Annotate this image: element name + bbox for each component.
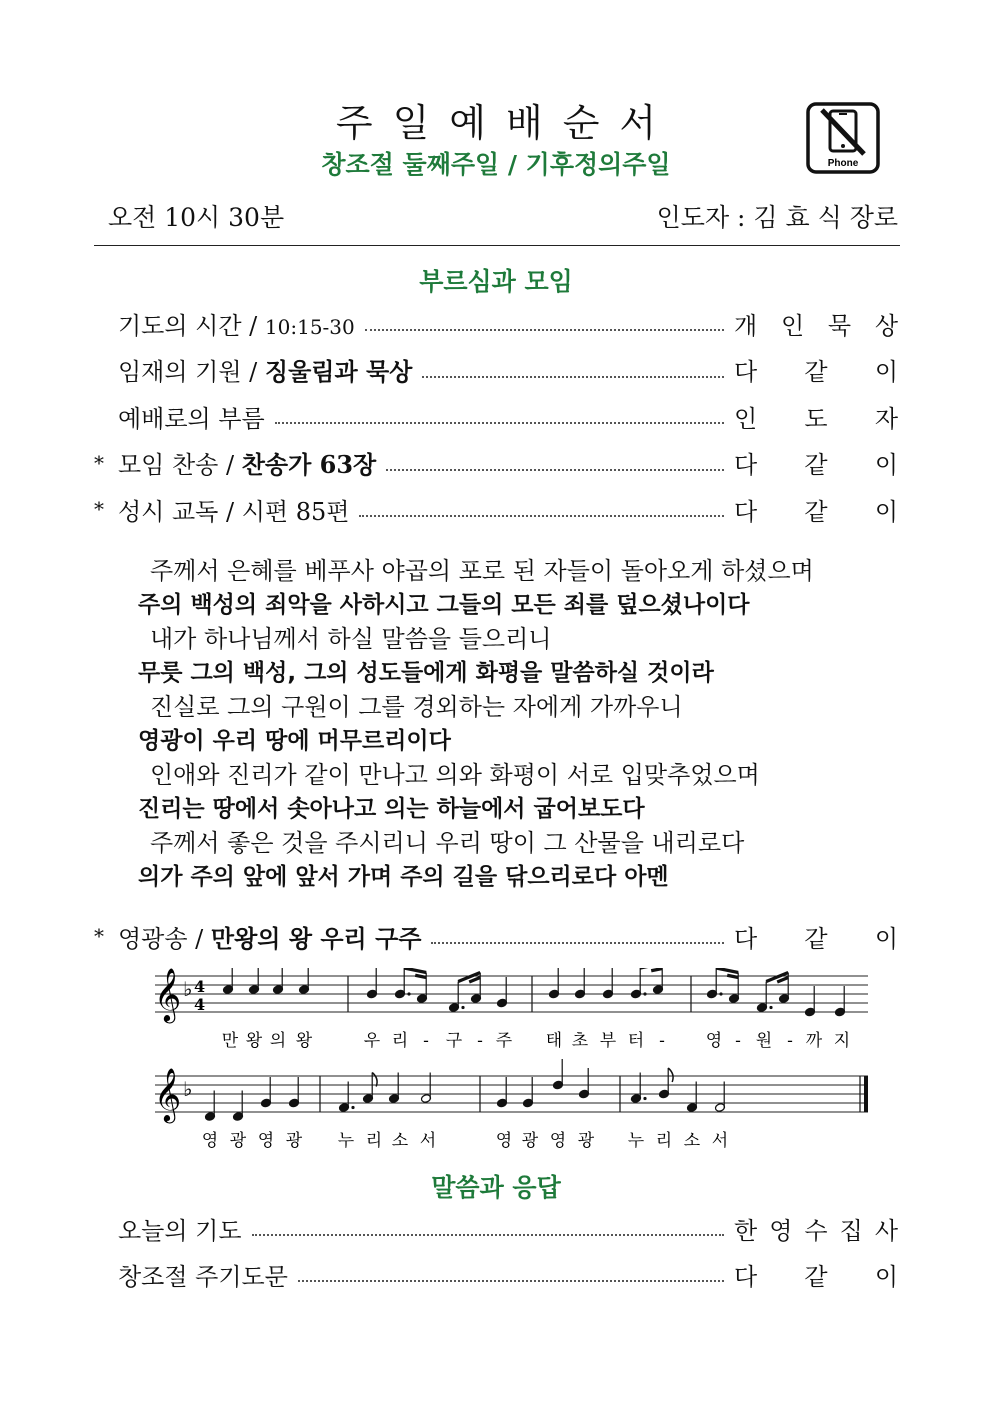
lyric-syllable: 누 xyxy=(337,1131,355,1151)
reading-leader-line: 내가 하나님께서 하실 말씀을 들으리니 xyxy=(150,625,552,653)
item-time: 10:15-30 xyxy=(264,314,355,339)
standing-mark: * xyxy=(94,924,104,948)
lyric-syllable: 왕 xyxy=(295,1031,313,1051)
service-time: 오전 10시 30분 xyxy=(108,203,285,232)
reading-leader-line: 주께서 은혜를 베푸사 야곱의 포로 된 자들이 돌아오게 하셨으며 xyxy=(150,557,814,585)
item-role: 다 같 이 xyxy=(734,924,898,953)
item-role: 한 영 수 집 사 xyxy=(734,1216,898,1245)
lyric-syllable: 광 xyxy=(577,1131,595,1151)
lyric-syllable: - xyxy=(477,1031,483,1051)
item-label: 예배로의 부름 xyxy=(118,404,265,433)
leader-dots xyxy=(359,501,724,517)
note-beam xyxy=(404,968,426,973)
note-dot xyxy=(407,992,410,995)
leader-dots xyxy=(275,408,724,424)
item-role: 다 같 이 xyxy=(734,1262,898,1291)
reading-leader-line: 주께서 좋은 것을 주시리니 우리 땅이 그 산물을 내리로다 xyxy=(150,829,745,857)
lyric-syllable: 우 xyxy=(363,1031,381,1051)
lyric-syllable: 리 xyxy=(391,1031,409,1051)
note-dot xyxy=(719,992,722,995)
page-subtitle: 창조절 둘째주일 / 기후정의주일 xyxy=(321,150,671,179)
leader-dots xyxy=(298,1266,724,1282)
note-beam xyxy=(777,978,788,983)
leader-dots xyxy=(252,1220,724,1236)
lyric-syllable: - xyxy=(423,1031,429,1051)
item-role: 개 인 묵 상 xyxy=(734,311,898,340)
note-dot xyxy=(643,992,646,995)
note-beam xyxy=(727,975,738,977)
order-item xyxy=(94,398,898,434)
lyric-syllable: 광 xyxy=(229,1131,247,1151)
header-divider xyxy=(94,245,900,246)
hymn-score xyxy=(150,968,870,1158)
lyric-syllable: 서 xyxy=(419,1131,437,1151)
section-title-gathering: 부르심과 모임 xyxy=(419,267,573,296)
leader-dots xyxy=(365,315,724,331)
note-beam xyxy=(415,975,426,977)
item-label: 오늘의 기도 xyxy=(118,1216,242,1245)
order-item xyxy=(94,1210,898,1246)
reading-response-line: 진리는 땅에서 솟아나고 의는 하늘에서 굽어보도다 xyxy=(138,796,645,822)
time-signature-top: 4 xyxy=(194,977,206,996)
standing-mark: * xyxy=(94,497,104,521)
lyric-syllable: 영 xyxy=(201,1131,219,1151)
item-role: 인 도 자 xyxy=(734,404,898,433)
note-flag xyxy=(372,1073,377,1087)
lyric-syllable: 광 xyxy=(285,1131,303,1151)
item-label: 영광송 / 만왕의 왕 우리 구주 xyxy=(118,923,422,953)
item-label: 창조절 주기도문 xyxy=(118,1262,288,1291)
item-label: 성시 교독 / 시편 85편 xyxy=(118,497,350,526)
lyric-syllable: 만 xyxy=(221,1031,239,1051)
note-beam xyxy=(716,968,738,973)
lyric-syllable: 영 xyxy=(257,1131,275,1151)
reading-response-line: 주의 백성의 죄악을 사하시고 그들의 모든 죄를 덮으셨나이다 xyxy=(138,592,750,618)
order-item xyxy=(94,305,898,341)
treble-clef: 𝄞 xyxy=(154,1067,182,1121)
lyric-syllable: 영 xyxy=(495,1131,513,1151)
item-label: 기도의 시간 / 10:15-30 xyxy=(118,311,355,340)
lyric-syllable: 초 xyxy=(571,1031,589,1051)
leader-dots xyxy=(422,362,724,378)
lyric-syllable: 부 xyxy=(599,1031,617,1051)
note-beam xyxy=(469,978,480,983)
item-role: 다 같 이 xyxy=(734,358,898,386)
lyric-syllable: 터 xyxy=(627,1031,645,1051)
leader-dots xyxy=(386,455,724,471)
order-item xyxy=(94,491,898,527)
item-role: 다 같 이 xyxy=(734,451,898,479)
phone-icon-label: Phone xyxy=(827,158,859,169)
lyric-syllable: 광 xyxy=(521,1131,539,1151)
lyric-syllable: 리 xyxy=(365,1131,383,1151)
order-item-doxology xyxy=(94,918,898,954)
lyric-syllable: 리 xyxy=(655,1131,673,1151)
lyric-syllable: 누 xyxy=(627,1131,645,1151)
lyric-syllable: 원 xyxy=(755,1031,773,1051)
lyric-syllable: 의 xyxy=(269,1031,287,1051)
responsive-reading xyxy=(138,554,898,894)
no-phone-icon xyxy=(806,102,880,174)
reading-leader-line: 인애와 진리가 같이 만나고 의와 화평이 서로 입맞추었으며 xyxy=(150,761,760,789)
reading-response-line: 의가 주의 앞에 앞서 가며 주의 길을 닦으리로다 아멘 xyxy=(138,864,669,890)
flat-sign: ♭ xyxy=(183,1077,193,1101)
reading-leader-line: 진실로 그의 구원이 그를 경외하는 자에게 가까우니 xyxy=(150,693,683,721)
lyric-syllable: 서 xyxy=(711,1131,729,1151)
lyric-syllable: 까 xyxy=(805,1031,823,1051)
page-title: 주일예배순서 xyxy=(335,101,677,145)
lyric-syllable: 영 xyxy=(549,1131,567,1151)
lyric-syllable: 태 xyxy=(545,1031,563,1051)
reading-response-line: 무릇 그의 백성, 그의 성도들에게 화평을 말씀하실 것이라 xyxy=(138,660,714,686)
standing-mark: * xyxy=(94,450,104,475)
note-dot xyxy=(461,1006,464,1009)
lyric-syllable: 주 xyxy=(495,1031,513,1051)
lyric-syllable: 소 xyxy=(683,1131,701,1151)
note-flag xyxy=(668,1068,673,1082)
lyric-syllable: 왕 xyxy=(245,1031,263,1051)
lyric-syllable: - xyxy=(735,1031,741,1051)
note-beam xyxy=(651,969,662,971)
final-bar xyxy=(864,1076,868,1112)
order-item xyxy=(94,445,898,481)
note-dot xyxy=(769,1006,772,1009)
order-item xyxy=(94,1256,898,1292)
treble-clef: 𝄞 xyxy=(154,968,182,1021)
leader-dots xyxy=(431,928,724,944)
service-leader: 인도자 : 김 효 식 장로 xyxy=(656,203,898,232)
note-dot xyxy=(643,1097,646,1100)
reading-response-line: 영광이 우리 땅에 머무르리이다 xyxy=(138,728,451,754)
item-role: 다 같 이 xyxy=(734,497,898,526)
item-label: 모임 찬송 / 찬송가 63장 xyxy=(118,450,377,479)
lyric-syllable: 영 xyxy=(705,1031,723,1051)
flat-sign: ♭ xyxy=(183,977,193,1001)
lyric-syllable: - xyxy=(787,1031,793,1051)
lyric-syllable: 지 xyxy=(833,1031,851,1051)
note-dot xyxy=(351,1106,354,1109)
time-signature-bottom: 4 xyxy=(194,995,206,1014)
lyric-syllable: 소 xyxy=(391,1131,409,1151)
lyric-syllable: - xyxy=(659,1031,665,1051)
order-item xyxy=(94,352,898,388)
lyric-syllable: 구 xyxy=(445,1031,463,1051)
item-label: 임재의 기원 / 징울림과 묵상 xyxy=(118,357,413,386)
section-title-word: 말씀과 응답 xyxy=(431,1173,561,1202)
